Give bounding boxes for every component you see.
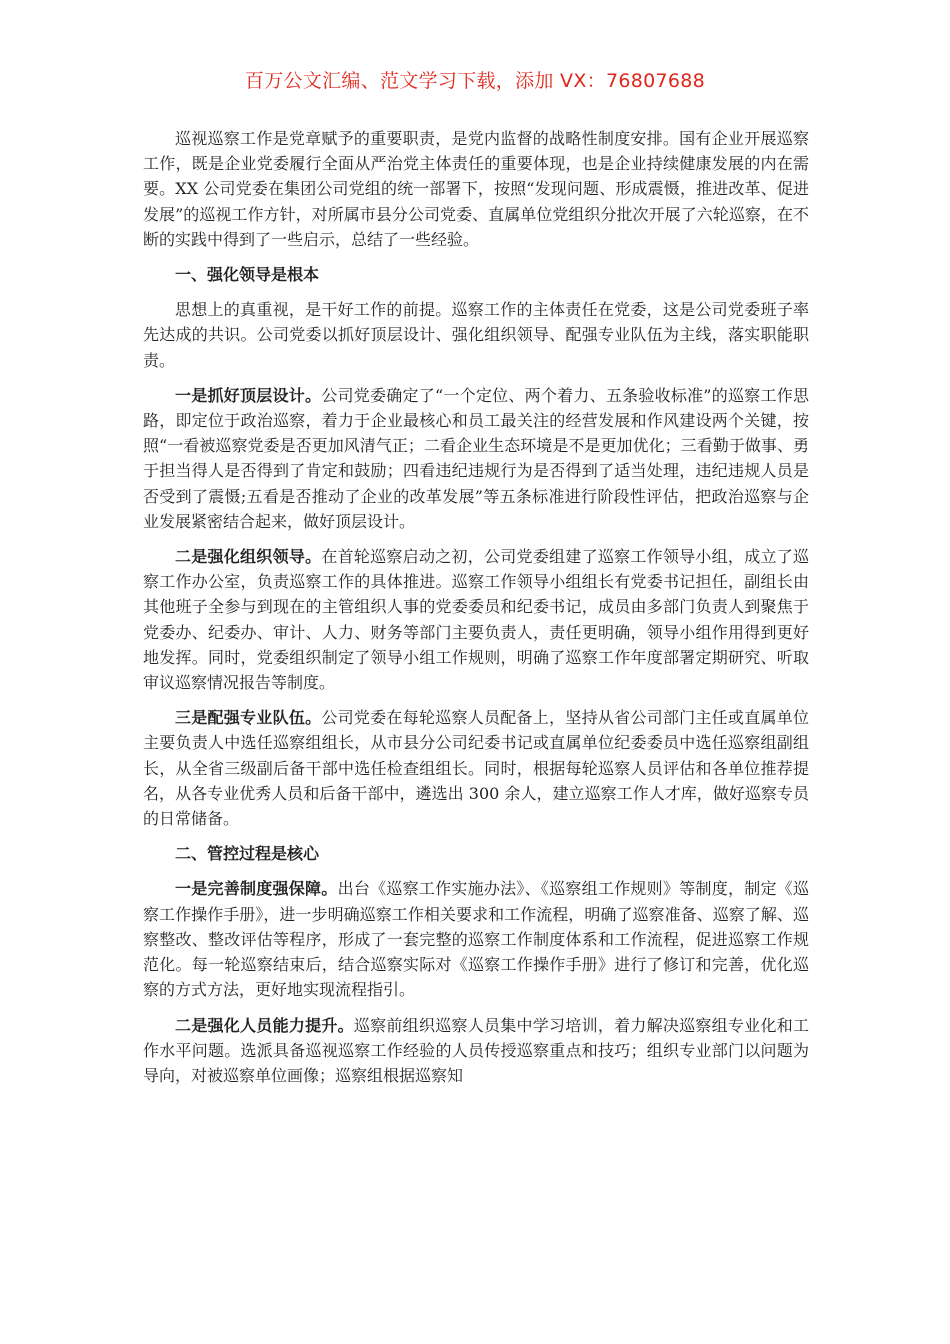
section-2-heading: 二、管控过程是核心 — [175, 844, 320, 864]
section-1-item-2-lead: 二是强化组织领导。 — [175, 547, 322, 567]
section-1-heading: 一、强化领导是根本 — [175, 265, 320, 285]
section-2-item-1-paragraph — [143, 876, 809, 1002]
intro-paragraph: 巡视巡察工作是党章赋予的重要职责，是党内监督的战略性制度安排。国有企业开展巡察工作，既是企业党委履行全面从严治党主体责任的重要体现，也是企业持续健康发展的内在需要。XX 公司党委在集团公司党组的统一部署下，按照“发现问题、形成震慑，推进改革、促进发展”的巡视工作方针，对所属市县分公司党委、直属单位党组织分批次开展了六轮巡察，在不断的实践中得到了一些启示，总结了一些经验。 — [143, 129, 809, 249]
section-2-item-1-lead: 一是完善制度强保障。 — [175, 879, 338, 899]
page-header-watermark: 百万公文汇编、范文学习下载，添加 VX：76807688 — [244, 70, 706, 92]
section-2-item-2-text: 巡察前组织巡察人员集中学习培训，着力解决巡察组专业化和工作水平问题。选派具备巡视巡察工作经验的人员传授巡察重点和技巧；组织专业部门以问题为导向，对被巡察单位画像；巡察组根据巡察知 — [143, 1015, 809, 1085]
section-1-item-3-paragraph — [143, 705, 809, 831]
section-1-item-1-lead: 一是抓好顶层设计。 — [175, 385, 322, 405]
section-1-item-3-text: 公司党委在每轮巡察人员配备上，坚持从省公司部门主任或直属单位主要负责人中选任巡察组组长，从市县分公司纪委书记或直属单位纪委委员中选任巡察组副组长，从全省三级副后备干部中选任检查组组长。同时，根据每轮巡察人员评估和各单位推荐提名，从各专业优秀人员和后备干部中，遴选出 300 余人，建立巡察工作人才库，做好巡察专员的日常储备。 — [143, 708, 809, 829]
section-2-item-2-paragraph — [143, 1013, 809, 1089]
section-1-item-1-paragraph — [143, 383, 809, 534]
section-2-item-1-text: 出台《巡察工作实施办法》、《巡察组工作规则》等制度，制定《巡察工作操作手册》，进一步明确巡察工作相关要求和工作流程，明确了巡察准备、巡察了解、巡察整改、整改评估等程序，形成了一套完整的巡察工作制度体系和工作流程，促进巡察工作规范化。每一轮巡察结束后，结合巡察实际对《巡察工作操作手册》进行了修订和完善，优化巡察的方式方法，更好地实现流程指引。 — [143, 879, 809, 1000]
section-1-item-3-lead: 三是配强专业队伍。 — [175, 708, 322, 728]
section-1-item-2-text: 在首轮巡察启动之初，公司党委组建了巡察工作领导小组，成立了巡察工作办公室，负责巡察工作的具体推进。巡察工作领导小组组长有党委书记担任，副组长由其他班子全参与到现在的主管组织人事的党委委员和纪委书记，成员由多部门负责人到聚焦于党委办、纪委办、审计、人力、财务等部门主要负责人，责任更明确，领导小组作用得到更好地发挥。同时，党委组织制定了领导小组工作规则，明确了巡察工作年度部署定期研究、听取审议巡察情况报告等制度。 — [143, 547, 809, 693]
section-2-item-2-lead: 二是强化人员能力提升。 — [175, 1015, 354, 1035]
section-1-intro-paragraph: 思想上的真重视，是干好工作的前提。巡察工作的主体责任在党委，这是公司党委班子率先达成的共识。公司党委以抓好顶层设计、强化组织领导、配强专业队伍为主线，落实职能职责。 — [143, 300, 809, 370]
section-1-item-2-paragraph — [143, 544, 809, 695]
document-body — [143, 126, 809, 1098]
section-1-item-1-text: 公司党委确定了“一个定位、两个着力、五条验收标准”的巡察工作思路，即定位于政治巡察，着力于企业最核心和员工最关注的经营发展和作风建设两个关键，按照“一看被巡察党委是否更加风清气正；二看企业生态环境是不是更加优化；三看勤于做事、勇于担当得人是否得到了肯定和鼓励；四看违纪违规行为是否得到了适当处理，违纪违规人员是否受到了震慑;五看是否推动了企业的改革发展”等五条标准进行阶段性评估，把政治巡察与企业发展紧密结合起来，做好顶层设计。 — [143, 385, 809, 531]
